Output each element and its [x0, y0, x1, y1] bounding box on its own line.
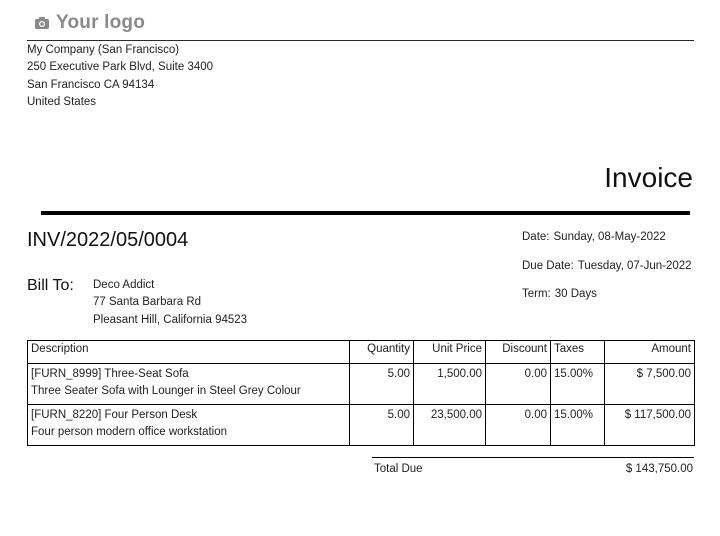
line-product: [FURN_8999] Three-Seat Sofa	[31, 368, 189, 380]
invoice-date-label: Date:	[522, 231, 550, 243]
camera-icon	[34, 16, 50, 30]
company-name: My Company (San Francisco)	[27, 44, 180, 56]
customer-city: Pleasant Hill, California 94523	[93, 313, 248, 326]
table-row	[28, 364, 695, 405]
total-divider	[372, 457, 694, 458]
header-divider	[27, 40, 694, 41]
column-header-taxes: Taxes	[551, 341, 605, 364]
line-description	[28, 405, 350, 446]
bill-to-address	[93, 277, 247, 329]
payment-term	[522, 288, 597, 300]
due-date-label: Due Date:	[522, 260, 574, 272]
company-address	[27, 42, 213, 112]
line-discount: 0.00	[486, 364, 551, 405]
company-street: 250 Executive Park Blvd, Suite 3400	[27, 61, 214, 74]
line-quantity: 5.00	[350, 405, 414, 446]
line-taxes: 15.00%	[551, 364, 605, 405]
invoice-lines-table	[27, 340, 695, 446]
column-header-unit-price: Unit Price	[414, 341, 486, 364]
due-date	[522, 260, 692, 272]
invoice-date	[522, 231, 666, 243]
payment-term-value: 30 Days	[554, 288, 597, 300]
payment-term-label: Term:	[522, 288, 551, 300]
title-divider	[41, 211, 690, 215]
column-header-quantity: Quantity	[350, 341, 414, 364]
customer-name: Deco Addict	[93, 279, 155, 291]
total-due-value: $ 143,750.00	[625, 463, 693, 475]
line-quantity: 5.00	[350, 364, 414, 405]
company-country: United States	[27, 96, 97, 109]
customer-street: 77 Santa Barbara Rd	[93, 296, 202, 309]
line-unit-price: 23,500.00	[414, 405, 486, 446]
column-header-description: Description	[28, 341, 350, 364]
due-date-value: Tuesday, 07-Jun-2022	[577, 260, 692, 272]
line-detail: Three Seater Sofa with Lounger in Steel Grey Colour	[31, 385, 301, 397]
table-row	[28, 405, 695, 446]
line-amount: $ 117,500.00	[605, 405, 695, 446]
line-detail: Four person modern office workstation	[31, 426, 228, 438]
line-product: [FURN_8220] Four Person Desk	[31, 409, 198, 421]
company-logo	[34, 12, 145, 34]
invoice-date-value: Sunday, 08-May-2022	[553, 231, 666, 243]
document-title: Invoice	[604, 162, 693, 193]
logo-text: Your logo	[56, 12, 146, 33]
line-description	[28, 364, 350, 405]
line-unit-price: 1,500.00	[414, 364, 486, 405]
line-amount: $ 7,500.00	[605, 364, 695, 405]
total-due-label: Total Due	[374, 463, 423, 475]
line-discount: 0.00	[486, 405, 551, 446]
bill-to-label: Bill To:	[27, 277, 74, 294]
invoice-number: INV/2022/05/0004	[27, 229, 189, 251]
column-header-amount: Amount	[605, 341, 695, 364]
line-taxes: 15.00%	[551, 405, 605, 446]
column-header-discount: Discount	[486, 341, 551, 364]
table-header-row	[28, 341, 695, 364]
company-city: San Francisco CA 94134	[27, 78, 155, 91]
